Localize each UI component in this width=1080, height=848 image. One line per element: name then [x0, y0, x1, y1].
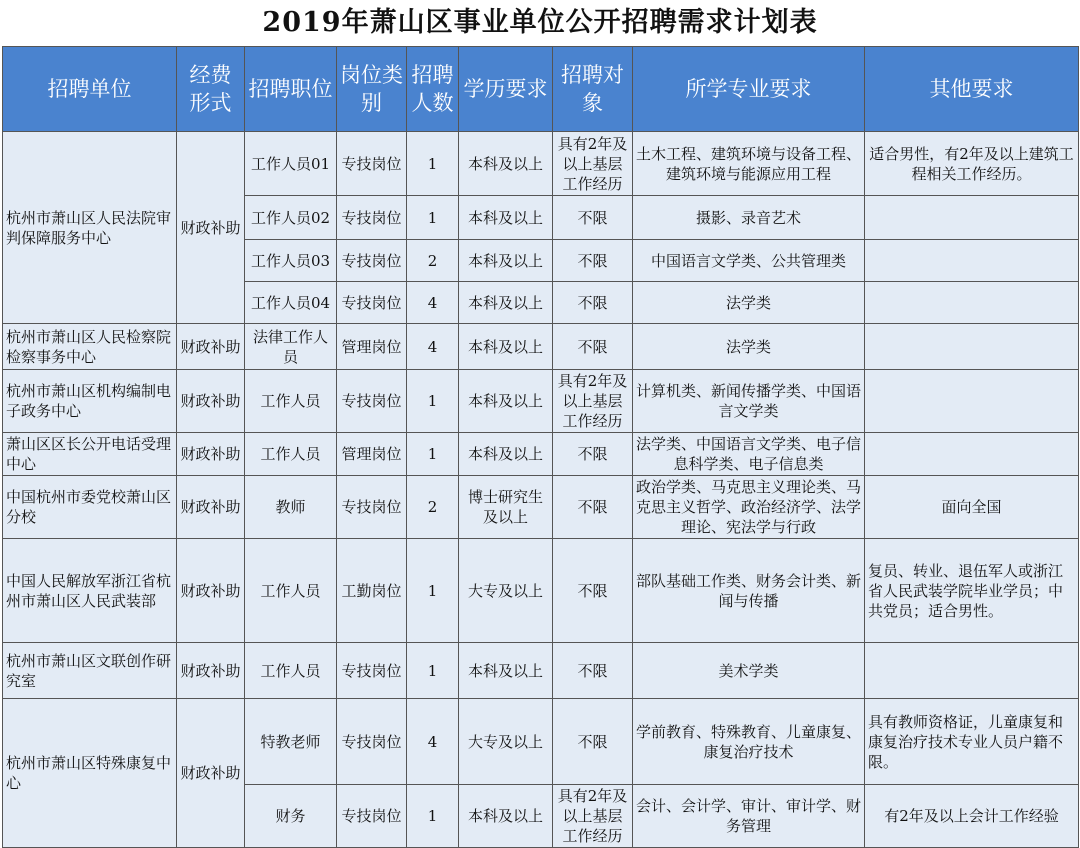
cell-major: 法学类 — [633, 282, 865, 324]
cell-position: 工作人员03 — [245, 240, 337, 282]
cell-count: 1 — [407, 433, 459, 476]
table-header-row — [3, 47, 1079, 132]
cell-target: 不限 — [553, 699, 633, 785]
cell-education: 本科及以上 — [459, 282, 553, 324]
cell-major: 法学类、中国语言文学类、电子信息科学类、电子信息类 — [633, 433, 865, 476]
cell-education: 本科及以上 — [459, 433, 553, 476]
cell-position: 工作人员 — [245, 539, 337, 643]
cell-position: 工作人员 — [245, 643, 337, 699]
cell-target: 不限 — [553, 539, 633, 643]
cell-major: 法学类 — [633, 324, 865, 370]
cell-category: 管理岗位 — [337, 324, 407, 370]
cell-other — [865, 433, 1079, 476]
cell-other — [865, 240, 1079, 282]
cell-category: 专技岗位 — [337, 132, 407, 196]
header-unit: 招聘单位 — [3, 47, 177, 132]
cell-major: 摄影、录音艺术 — [633, 196, 865, 240]
cell-unit: 中国杭州市委党校萧山区分校 — [3, 476, 177, 539]
cell-education: 本科及以上 — [459, 785, 553, 848]
cell-category: 专技岗位 — [337, 240, 407, 282]
cell-funding: 财政补助 — [177, 132, 245, 324]
header-funding: 经费形式 — [177, 47, 245, 132]
table-row — [3, 699, 1079, 785]
cell-count: 2 — [407, 240, 459, 282]
cell-position: 工作人员01 — [245, 132, 337, 196]
table-row — [3, 643, 1079, 699]
cell-unit: 杭州市萧山区人民检察院检察事务中心 — [3, 324, 177, 370]
cell-major: 计算机类、新闻传播学类、中国语言文学类 — [633, 370, 865, 433]
cell-major: 部队基础工作类、财务会计类、新闻与传播 — [633, 539, 865, 643]
cell-major: 学前教育、特殊教育、儿童康复、康复治疗技术 — [633, 699, 865, 785]
cell-category: 管理岗位 — [337, 433, 407, 476]
cell-major: 中国语言文学类、公共管理类 — [633, 240, 865, 282]
cell-major: 会计、会计学、审计、审计学、财务管理 — [633, 785, 865, 848]
cell-unit: 杭州市萧山区人民法院审判保障服务中心 — [3, 132, 177, 324]
table-row — [3, 132, 1079, 196]
cell-major: 政治学类、马克思主义理论类、马克思主义哲学、政治经济学、法学理论、宪法学与行政 — [633, 476, 865, 539]
cell-target: 不限 — [553, 196, 633, 240]
cell-target: 不限 — [553, 324, 633, 370]
cell-position: 法律工作人员 — [245, 324, 337, 370]
cell-other — [865, 643, 1079, 699]
cell-category: 专技岗位 — [337, 699, 407, 785]
cell-unit: 杭州市萧山区文联创作研究室 — [3, 643, 177, 699]
cell-other — [865, 196, 1079, 240]
cell-unit: 中国人民解放军浙江省杭州市萧山区人民武装部 — [3, 539, 177, 643]
cell-funding: 财政补助 — [177, 324, 245, 370]
cell-funding: 财政补助 — [177, 433, 245, 476]
cell-other: 具有教师资格证，儿童康复和康复治疗技术专业人员户籍不限。 — [865, 699, 1079, 785]
cell-position: 工作人员 — [245, 433, 337, 476]
table-row — [3, 324, 1079, 370]
cell-position: 教师 — [245, 476, 337, 539]
cell-target: 不限 — [553, 433, 633, 476]
cell-category: 专技岗位 — [337, 196, 407, 240]
cell-unit: 萧山区区长公开电话受理中心 — [3, 433, 177, 476]
table-row — [3, 370, 1079, 433]
cell-funding: 财政补助 — [177, 476, 245, 539]
cell-count: 4 — [407, 324, 459, 370]
cell-education: 本科及以上 — [459, 643, 553, 699]
cell-position: 财务 — [245, 785, 337, 848]
cell-funding: 财政补助 — [177, 643, 245, 699]
cell-category: 专技岗位 — [337, 785, 407, 848]
cell-count: 1 — [407, 132, 459, 196]
cell-other: 有2年及以上会计工作经验 — [865, 785, 1079, 848]
cell-education: 大专及以上 — [459, 699, 553, 785]
cell-other — [865, 282, 1079, 324]
cell-other — [865, 324, 1079, 370]
cell-target: 不限 — [553, 476, 633, 539]
cell-other: 复员、转业、退伍军人或浙江省人民武装学院毕业学员；中共党员；适合男性。 — [865, 539, 1079, 643]
cell-count: 4 — [407, 699, 459, 785]
cell-count: 4 — [407, 282, 459, 324]
cell-education: 本科及以上 — [459, 240, 553, 282]
cell-target: 不限 — [553, 643, 633, 699]
cell-other: 适合男性，有2年及以上建筑工程相关工作经历。 — [865, 132, 1079, 196]
cell-count: 1 — [407, 370, 459, 433]
cell-position: 工作人员04 — [245, 282, 337, 324]
cell-unit: 杭州市萧山区机构编制电子政务中心 — [3, 370, 177, 433]
cell-target: 具有2年及以上基层工作经历 — [553, 785, 633, 848]
cell-count: 1 — [407, 539, 459, 643]
recruitment-table — [2, 46, 1079, 848]
cell-category: 工勤岗位 — [337, 539, 407, 643]
cell-education: 本科及以上 — [459, 324, 553, 370]
cell-education: 本科及以上 — [459, 370, 553, 433]
table-row — [3, 433, 1079, 476]
header-major: 所学专业要求 — [633, 47, 865, 132]
cell-position: 工作人员02 — [245, 196, 337, 240]
cell-major: 土木工程、建筑环境与设备工程、 建筑环境与能源应用工程 — [633, 132, 865, 196]
cell-target: 不限 — [553, 282, 633, 324]
cell-count: 2 — [407, 476, 459, 539]
cell-count: 1 — [407, 785, 459, 848]
cell-funding: 财政补助 — [177, 539, 245, 643]
header-category: 岗位类别 — [337, 47, 407, 132]
cell-category: 专技岗位 — [337, 643, 407, 699]
cell-target: 不限 — [553, 240, 633, 282]
cell-education: 本科及以上 — [459, 132, 553, 196]
table-row — [3, 539, 1079, 643]
cell-target: 具有2年及以上基层工作经历 — [553, 132, 633, 196]
cell-count: 1 — [407, 643, 459, 699]
cell-category: 专技岗位 — [337, 282, 407, 324]
cell-education: 本科及以上 — [459, 196, 553, 240]
header-target: 招聘对象 — [553, 47, 633, 132]
cell-category: 专技岗位 — [337, 476, 407, 539]
cell-position: 工作人员 — [245, 370, 337, 433]
cell-education: 博士研究生及以上 — [459, 476, 553, 539]
header-count: 招聘人数 — [407, 47, 459, 132]
header-position: 招聘职位 — [245, 47, 337, 132]
cell-unit: 杭州市萧山区特殊康复中心 — [3, 699, 177, 848]
cell-other — [865, 370, 1079, 433]
table-row — [3, 476, 1079, 539]
cell-funding: 财政补助 — [177, 699, 245, 848]
page-title: 2019年萧山区事业单位公开招聘需求计划表 — [262, 7, 818, 38]
cell-target: 具有2年及以上基层工作经历 — [553, 370, 633, 433]
cell-other: 面向全国 — [865, 476, 1079, 539]
header-other: 其他要求 — [865, 47, 1079, 132]
header-education: 学历要求 — [459, 47, 553, 132]
cell-funding: 财政补助 — [177, 370, 245, 433]
cell-count: 1 — [407, 196, 459, 240]
cell-education: 大专及以上 — [459, 539, 553, 643]
cell-category: 专技岗位 — [337, 370, 407, 433]
cell-position: 特教老师 — [245, 699, 337, 785]
cell-major: 美术学类 — [633, 643, 865, 699]
